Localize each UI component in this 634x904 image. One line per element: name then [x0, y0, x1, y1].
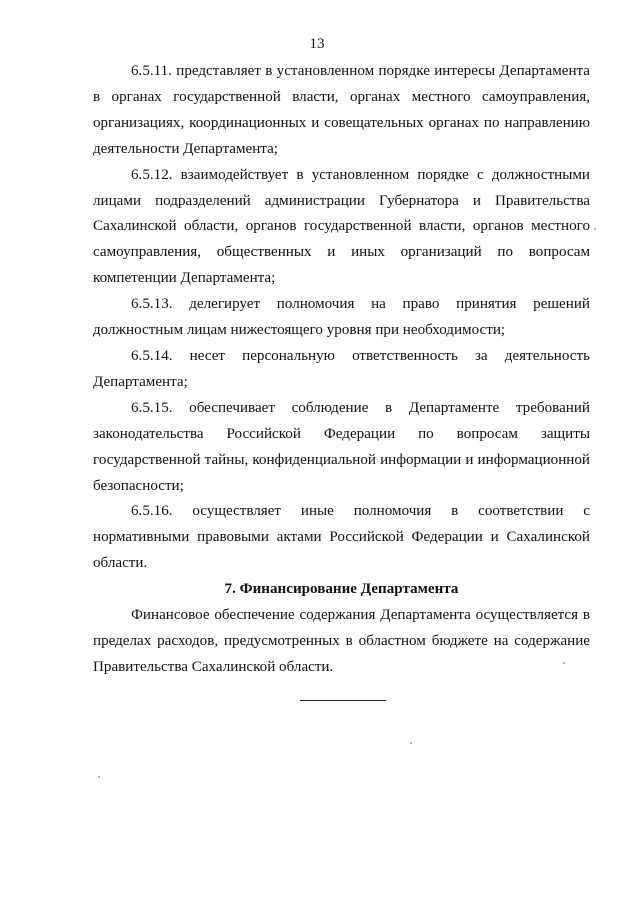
- end-rule: [300, 700, 386, 701]
- scan-speck: [594, 228, 596, 230]
- page-number: 13: [309, 36, 325, 52]
- scan-speck: [410, 742, 412, 744]
- clause-6-5-11: 6.5.11. представляет в установленном порядке интересы Департамента в органах государственной власти, органах местного самоуправления, организациях, координационных и совещательных органах по направлению деятельности Департамента;: [93, 63, 590, 157]
- clause-6-5-14: 6.5.14. несет персональную ответственность за деятельность Департамента;: [93, 347, 590, 390]
- scan-speck: [98, 776, 100, 778]
- scan-speck: [563, 662, 565, 664]
- clause-6-5-13: 6.5.13. делегирует полномочия на право принятия решений должностным лицам нижестоящего уровня при необходимости;: [93, 296, 590, 339]
- section-paragraph: Финансовое обеспечение содержания Департамента осуществляется в пределах расходов, предусмотренных в областном бюджете на содержание Правительства Сахалинской области.: [93, 607, 590, 675]
- section-heading: 7. Финансирование Департамента: [224, 581, 459, 598]
- clause-6-5-16: 6.5.16. осуществляет иные полномочия в соответствии с нормативными правовыми актами Российской Федерации и Сахалинской области.: [93, 503, 590, 572]
- clause-6-5-12: 6.5.12. взаимодействует в установленном порядке с должностными лицами подразделений администрации Губернатора и Правительства Сахалинской области, органов государственной власти, органов местного самоуправления, общественных и иных организаций по вопросам компетенции Департамента;: [93, 166, 590, 287]
- document-body: [93, 59, 590, 681]
- clause-6-5-15: 6.5.15. обеспечивает соблюдение в Департаменте требований законодательства Российской Федерации по вопросам защиты государственной тайны, конфиденциальной информации и информационной безопасности;: [93, 399, 590, 494]
